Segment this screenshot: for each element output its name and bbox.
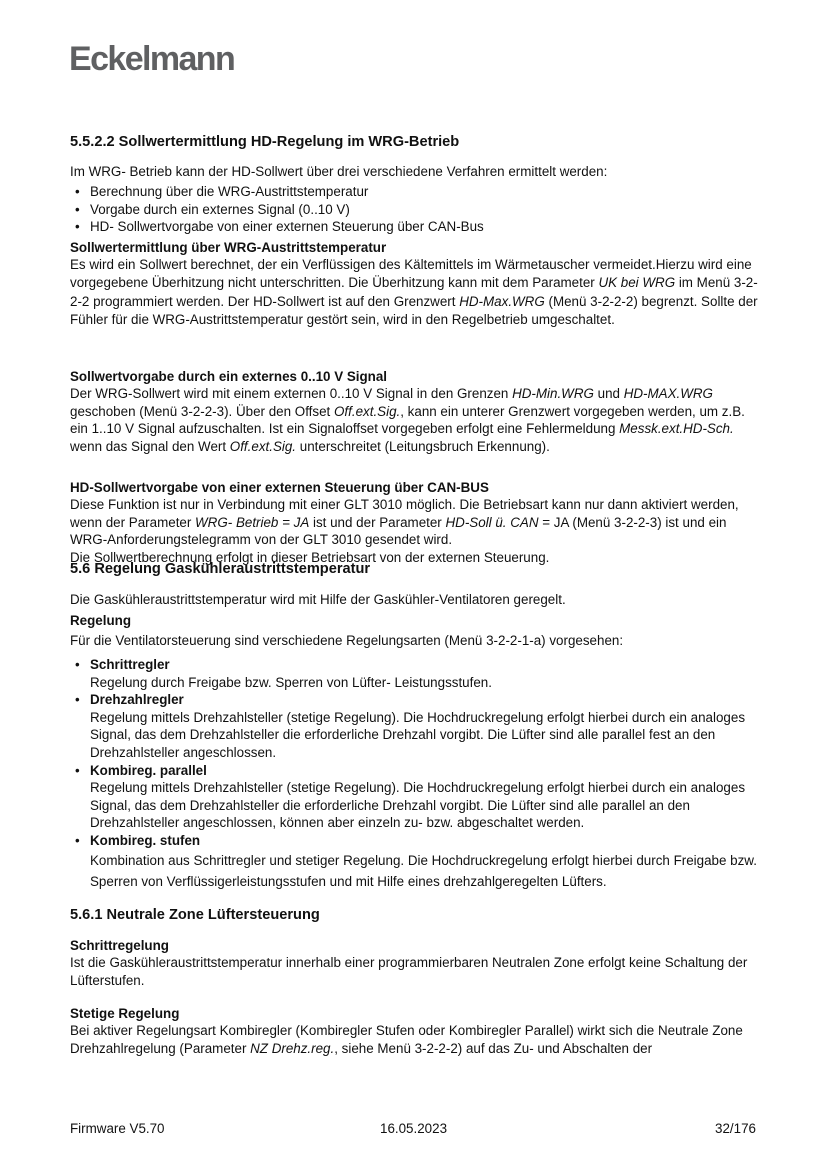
section-title-5-5-2-2: 5.5.2.2 Sollwertermittlung HD-Regelung im WRG-Betrieb: [70, 134, 460, 150]
text-segment: unterschreitet (Leitungsbruch Erkennung).: [296, 438, 550, 454]
parameter-name: UK bei WRG: [598, 275, 676, 291]
parameter-name: HD-Max.WRG: [459, 293, 545, 309]
item-name: Kombireg. parallel: [90, 762, 207, 778]
text-segment: geschoben (Menü 3-2-2-3). Über den Offset: [70, 403, 334, 419]
item-name: Drehzahlregler: [90, 692, 184, 708]
text-segment: Bei aktiver Regelungsart Kombiregler (Kombiregler Stufen oder Kombiregler Parallel) wirkt sich die Neutrale Zone Drehzahlregelung (Parameter: [70, 1023, 743, 1056]
paragraph-wrg: [70, 256, 762, 329]
paragraph-regelung: Für die Ventilatorsteuerung sind verschiedene Regelungsarten (Menü 3-2-2-1-a) vorgesehen:: [70, 633, 624, 648]
intro-text: Die Gaskühleraustrittstemperatur wird mit Hilfe der Gaskühler-Ventilatoren geregelt.: [70, 592, 566, 607]
text-segment: = JA (Menü 3-2-2-3) ist und ein WRG-Anforderungstelegramm von der GLT 3010 gesendet wird.: [70, 514, 727, 548]
parameter-name: Off.ext.Sig.: [229, 438, 297, 454]
paragraph-schrittregelung: Ist die Gaskühleraustrittstemperatur innerhalb einer programmierbaren Neutralen Zone erfolgt keine Schaltung der Lüfterstufen.: [70, 955, 748, 988]
text-segment: Der WRG-Sollwert wird mit einem externen 0..10 V Signal in den Grenzen: [70, 386, 513, 401]
item-name: Kombireg. stufen: [90, 832, 201, 848]
text-segment: , siehe Menü 3-2-2-2) auf das Zu- und Abschalten der: [334, 1040, 653, 1056]
text-segment: Diese Funktion ist nur in Verbindung mit einer GLT 3010 möglich. Die Betriebsart kann nur dann aktiviert werden, wenn der Parameter: [70, 497, 739, 530]
item-name: Schrittregler: [90, 657, 170, 672]
text-segment: wenn das Signal den Wert: [70, 438, 230, 454]
eckelmann-logo: Eckelmann: [69, 40, 235, 78]
intro-text: Im WRG- Betrieb kann der HD-Sollwert über drei verschiedene Verfahren ermittelt werden:: [70, 164, 608, 179]
parameter-name: HD-MAX.WRG: [623, 386, 713, 401]
list-item: [70, 762, 762, 832]
parameter-name: WRG- Betrieb = JA: [195, 514, 310, 530]
list-item: [70, 656, 762, 691]
subheading-stetige: Stetige Regelung: [70, 1006, 180, 1021]
text-segment: im Menü 3-2-2-2 programmiert werden. Der HD-Sollwert ist auf den Grenzwert: [70, 275, 758, 309]
parameter-name: NZ Drehz.reg.: [250, 1040, 335, 1056]
list-item: [70, 691, 762, 761]
list-item: • HD- Sollwertvorgabe von einer externen Steuerung über CAN-Bus: [70, 218, 762, 236]
footer-firmware: Firmware V5.70: [70, 1121, 165, 1136]
parameter-name: Messk.ext.HD-Sch.: [619, 421, 734, 437]
subheading-regelung: Regelung: [70, 613, 132, 628]
list-item: • Berechnung über die WRG-Austrittstemperatur: [70, 183, 762, 201]
item-desc: Kombination aus Schrittregler und stetiger Regelung. Die Hochdruckregelung erfolgt hierbei durch Freigabe bzw. Sperren von Verflüssigerleistungsstufen und mit Hilfe eines drehzahlgeregelten Lüfters.: [90, 852, 757, 889]
subheading-schrittregelung: Schrittregelung: [70, 938, 169, 953]
text-segment: und: [593, 386, 624, 401]
parameter-name: Off.ext.Sig.: [334, 403, 401, 419]
paragraph-signal: [70, 385, 762, 455]
footer-date: 16.05.2023: [380, 1121, 448, 1136]
text-segment: ist und der Parameter: [309, 514, 446, 530]
method-list: [70, 183, 762, 236]
text-segment: , kann ein unterer Grenzwert vorgegeben werden, um z.B. ein 1..10 V Signal aufzuschalten. Ist ein Signaloffset vorgegeben erfolgt eine Fehlermeldung: [70, 403, 745, 437]
control-type-list: [70, 656, 762, 892]
list-item: • Vorgabe durch ein externes Signal (0..10 V): [70, 201, 762, 219]
item-desc: Regelung durch Freigabe bzw. Sperren von Lüfter- Leistungsstufen.: [90, 674, 492, 690]
text-segment: (Menü 3-2-2-2) begrenzt. Sollte der Fühler für die WRG-Austrittstemperatur gestört sein, wird in den Regelbetrieb umgeschaltet.: [70, 293, 758, 327]
footer-page-number: 32/176: [715, 1121, 756, 1136]
section-title-5-6-1: 5.6.1 Neutrale Zone Lüftersteuerung: [70, 907, 320, 923]
parameter-name: HD-Min.WRG: [512, 386, 594, 401]
paragraph-stetige: [70, 1022, 762, 1057]
subheading-wrg: Sollwertermittlung über WRG-Austrittstemperatur: [70, 240, 387, 255]
parameter-name: HD-Soll ü. CAN: [445, 514, 539, 530]
item-desc: Regelung mittels Drehzahlsteller (stetige Regelung). Die Hochdruckregelung erfolgt hierbei durch ein analoges Signal, das dem Drehzahlsteller die erforderliche Drehzahl vorgibt. Die Lüfter sind alle parallel fest an den Drehzahlsteller angeschlossen.: [90, 709, 746, 760]
list-item: [70, 832, 762, 892]
paragraph-canbus-note: Die Sollwertberechnung erfolgt in dieser Betriebsart von der externen Steuerung.: [70, 549, 550, 565]
text-segment: Es wird ein Sollwert berechnet, der ein Verflüssigen des Kältemittels im Wärmetauscher vermeidet.Hierzu wird eine vorgegebene Überhitzung nicht unterschritten. Die Überhitzung kann mit dem Parameter: [70, 257, 752, 291]
section-title-5-6: 5.6 Regelung Gaskühleraustrittstemperatur: [70, 561, 371, 577]
item-desc: Regelung mittels Drehzahlsteller (stetige Regelung). Die Hochdruckregelung erfolgt hierbei durch ein analoges Signal, das dem Drehzahlsteller die erforderliche Drehzahl vorgibt. Die Lüfter sind alle parallel an den Drehzahlsteller angeschlossen, können aber einzeln zu- bzw. abgeschaltet werden.: [90, 780, 746, 831]
paragraph-canbus-main: [70, 497, 739, 547]
subheading-signal: Sollwertvorgabe durch ein externes 0..10 V Signal: [70, 369, 388, 384]
paragraph-canbus: [70, 496, 762, 566]
subheading-canbus: HD-Sollwertvorgabe von einer externen Steuerung über CAN-BUS: [70, 480, 489, 495]
